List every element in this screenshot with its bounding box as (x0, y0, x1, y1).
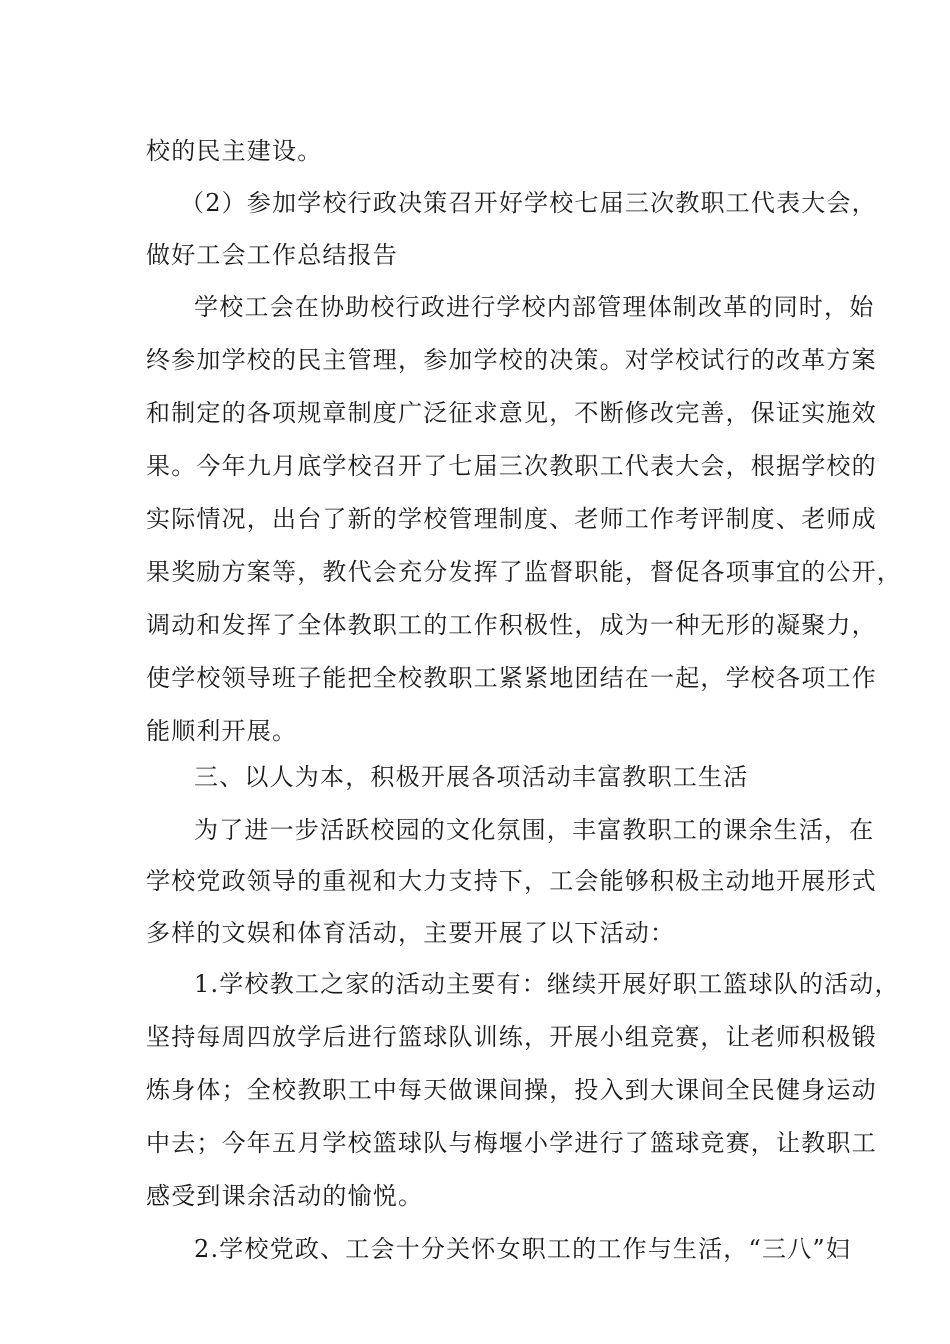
text-line: 实际情况，出台了新的学校管理制度、老师工作考评制度、老师成 (146, 505, 877, 533)
text-line: 果。今年九月底学校召开了七届三次教职工代表大会，根据学校的 (146, 452, 877, 480)
text-line: 和制定的各项规章制度广泛征求意见，不断修改完善，保证实施效 (146, 399, 877, 427)
paragraph-start: 学校工会在协助校行政进行学校内部管理体制改革的同时，始 (194, 293, 875, 321)
text-line: 学校党政领导的重视和大力支持下，工会能够积极主动地开展形式 (146, 867, 877, 895)
paragraph-start: 1.学校教工之家的活动主要有：继续开展好职工篮球队的活动， (194, 970, 900, 998)
text-line: 坚持每周四放学后进行篮球队训练，开展小组竞赛，让老师积极锻 (146, 1023, 877, 1051)
text-line: 做好工会工作总结报告 (146, 241, 398, 269)
text-line: 调动和发挥了全体教职工的工作积极性，成为一种无形的凝聚力， (146, 611, 877, 639)
text-line: 感受到课余活动的愉悦。 (146, 1182, 424, 1210)
text-line: 炼身体；全校教职工中每天做课间操，投入到大课间全民健身运动 (146, 1076, 877, 1104)
paragraph-start: 2.学校党政、工会十分关怀女职工的工作与生活，“三八”妇 (194, 1235, 852, 1263)
paragraph-start: 为了进一步活跃校园的文化氛围，丰富教职工的课余生活，在 (194, 816, 875, 844)
text-line: 多样的文娱和体育活动，主要开展了以下活动： (146, 919, 676, 947)
text-line: 能顺利开展。 (146, 717, 298, 745)
text-line: 校的民主建设。 (146, 137, 323, 165)
text-line: 中去；今年五月学校篮球队与梅堰小学进行了篮球竞赛，让教职工 (146, 1129, 877, 1157)
text-line: 终参加学校的民主管理，参加学校的决策。对学校试行的改革方案 (146, 346, 877, 374)
text-line: 使学校领导班子能把全校教职工紧紧地团结在一起，学校各项工作 (146, 664, 877, 692)
section-heading: 三、以人为本，积极开展各项活动丰富教职工生活 (194, 763, 749, 791)
section-heading: （2）参加学校行政决策召开好学校七届三次教职工代表大会， (180, 189, 877, 217)
text-line: 果奖励方案等，教代会充分发挥了监督职能，督促各项事宜的公开， (146, 558, 902, 586)
